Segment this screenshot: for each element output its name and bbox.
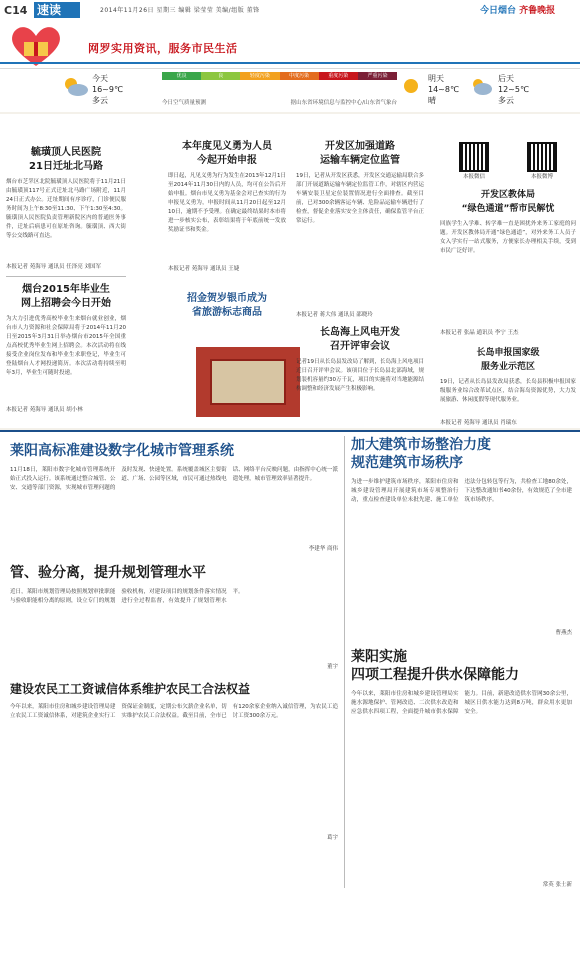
article-byline: 本报记者 蒋大伟 通讯员 邵晓玲 bbox=[296, 312, 373, 318]
headline: 管、验分离，提升规划管理水平 bbox=[10, 565, 206, 581]
divider bbox=[6, 276, 126, 277]
mid-column bbox=[168, 140, 286, 320]
article-byline: 本报记者 苑海导 通讯员 肖瑞东 bbox=[440, 420, 517, 426]
article-body: 今年以来，莱阳市住房和城乡建设管理局建立农民工工资诚信体系，对建筑企业实行工资保证金制度，定期公布欠薪企业名单，切实维护农民工合法权益。截至目前，全市已有120余家企业纳入诚信管理，为农民工追讨工资300余万元。 bbox=[10, 704, 338, 719]
article-body: 回族学生入学难、转学难一直是困扰外来务工家庭的问题。开发区教体局开通“绿色通道”，对外来务工人员子女入学实行一站式服务，方便家长办理相关手续，受到市民广泛好评。 bbox=[440, 221, 576, 254]
weibo-qr-code[interactable] bbox=[527, 142, 557, 172]
article-body: 烟台市芝罘区北院毓璜顶人民医院将于11月21日由毓璜顶117号正式迁址北马路广场附近，11月24日正式办公。迁址期间有序诊疗，门诊便民服务时间为上午8:30至11:30、下午1:30至4:30。毓璜顶人民医院负责管理新院区内的普通医务事件，迁址后病患可在原址咨询。毓璜顶、西大街等公交线路可直达。 bbox=[6, 179, 126, 239]
article-title: 长岛申报国家级 服务业示范区 bbox=[476, 348, 540, 372]
article-body: 11月18日，莱阳市数字化城市管理系统开始正式投入运行。该系统通过整合城管、公安、交通等部门资源，实现城市管理问题的及时发现、快速处置。系统覆盖城区主要街道、广场、公园等区域，市民可通过热线电话、网络平台反映问题，由指挥中心统一派遣处理，城市管理效率显著提升。 bbox=[10, 467, 338, 491]
headline: 加大建筑市场整治力度 规范建筑市场秩序 bbox=[351, 437, 491, 471]
masthead-brand: 今日烟台 齐鲁晚报 bbox=[480, 6, 556, 16]
sun-icon bbox=[398, 75, 424, 97]
silver-coin-photo bbox=[196, 347, 300, 417]
qr-label: 本报微博 bbox=[530, 174, 553, 180]
right-column bbox=[440, 142, 576, 426]
article-body: 近日，莱阳市规划管理局按照规划审批职能与验收职能相分离的原则，设立专门的规划验收机构，对建设项目的规划条件落实情况进行全过程监督，有效提升了规划管理水平。 bbox=[10, 589, 244, 604]
article-byline: 董宇 bbox=[326, 664, 338, 670]
article-byline: 本报记者 张晶 通讯员 李宁 王杰 bbox=[440, 330, 519, 336]
article-body: 为进一步维护建筑市场秩序，莱阳市住房和城乡建设管理局开展建筑市场专项整治行动，重点检查建设单位未批先建、施工单位违法分包转包等行为，共检查工地80余处，下达整改通知书40余份，有效规范了全市建筑市场秩序。 bbox=[351, 479, 572, 503]
header-rule bbox=[0, 62, 580, 64]
right-mid-column bbox=[296, 140, 424, 414]
page-number: C14 bbox=[4, 4, 28, 17]
coin-box bbox=[210, 359, 286, 405]
article-byline: 本报记者 苑海导 通讯员 王婕 bbox=[168, 266, 240, 272]
article-title: 本年度见义勇为人员 今起开始申报 bbox=[182, 141, 272, 166]
headline: 莱阳高标准建设数字化城市管理系统 bbox=[10, 443, 234, 459]
page-header bbox=[0, 0, 580, 68]
article-title: 长岛海上风电开发 召开评审会议 bbox=[320, 327, 400, 352]
weixin-qr-code[interactable] bbox=[459, 142, 489, 172]
lower-right-column bbox=[344, 436, 572, 888]
weather-tomorrow: 明天 14~8℃ 晴 bbox=[428, 74, 459, 105]
article-byline: 曹燕杰 bbox=[555, 630, 572, 636]
article-body: 19日，记者从长岛县发改局获悉，长岛县积极申报国家级服务业综合改革试点区，结合海岛资源优势，大力发展旅游、休闲度假等现代服务业。 bbox=[440, 379, 576, 403]
qr-label: 本报微信 bbox=[462, 174, 485, 180]
article-byline: 本报记者 苑海导 通讯员 任泽亮 刘国军 bbox=[6, 264, 101, 270]
article-body: 今年以来，莱阳市住房和城乡建设管理局实施水源地保护、管网改造、二次供水改造和应急供水四项工程，全面提升城市供水保障能力。目前，新建改造供水管网30余公里，城区日供水能力达到8万吨，群众用水更加安全。 bbox=[351, 691, 572, 715]
weather-today: 今天 16~9℃ 多云 bbox=[92, 74, 123, 105]
left-column bbox=[6, 146, 126, 413]
article-byline: 常英 张士新 bbox=[542, 882, 572, 888]
aq-level: 轻度污染 bbox=[240, 72, 279, 80]
aq-level: 严重污染 bbox=[358, 72, 397, 80]
article-body: 即日起，凡见义勇为行为发生在2013年12月1日至2014年11月30日内的人员，均可在公告后开始申报。烟台市见义勇为基金会对已查实的行为申报见义勇为，申报时间从11月20日起至12月10日，逾期不予受理。在确定最终结果时本市将进一步核实公布，表彰结果将于年底前统一发放奖励证书和奖金。 bbox=[168, 173, 286, 233]
article-title: 开发区教体局 “绿色通道”帮市民解忧 bbox=[461, 190, 555, 214]
air-quality-note: 今日空气质量预测 据山东省环境信息与监控中心/山东省气象台 bbox=[162, 100, 397, 106]
article-byline: 本报记者 苑海导 通讯员 胡小林 bbox=[6, 407, 83, 413]
air-quality-scale bbox=[162, 72, 397, 80]
weather-after-tomorrow: 后天 12~5℃ 多云 bbox=[498, 74, 529, 105]
section-title: 速读 bbox=[34, 2, 80, 18]
aq-level: 良 bbox=[201, 72, 240, 80]
article-byline: 李建华 商伟 bbox=[308, 546, 338, 552]
dateline: 2014年11月26日 星期三 编辑 梁莹莹 美编/组版 董锋 bbox=[100, 7, 260, 14]
aq-level: 优良 bbox=[162, 72, 201, 80]
article-title: 毓璜顶人民医院 21日迁址北马路 bbox=[29, 147, 103, 172]
article-title: 烟台2015年毕业生 网上招聘会今日开始 bbox=[21, 284, 111, 309]
lower-left-column bbox=[10, 440, 338, 841]
article-byline: 葛宇 bbox=[326, 835, 338, 841]
aq-level: 重度污染 bbox=[319, 72, 358, 80]
cloud-icon bbox=[468, 75, 494, 97]
cloud-sun-icon bbox=[60, 75, 90, 97]
headline: 建设农民工工资诚信体系维护农民工合法权益 bbox=[10, 682, 251, 696]
slogan: 网罗实用资讯，服务市民生活 bbox=[88, 42, 238, 55]
article-title: 开发区加强道路 运输车辆定位监管 bbox=[320, 141, 400, 166]
article-body: 记者19日从长岛县发改局了解到，长岛海上风电项目近日召开评审会议。该项目位于长岛县北部海域，规划装机容量约30万千瓦，项目的实施将对当地能源结构调整和经济发展产生积极影响。 bbox=[296, 359, 424, 392]
article-title: 招金贺岁银币成为 省旅游标志商品 bbox=[187, 293, 267, 318]
article-body: 19日，记者从开发区获悉，开发区交通运输局联合多部门开展道路运输车辆定位监管工作，对辖区内营运车辆安装卫星定位装置情况进行全面排查。截至目前，已对300余辆客运车辆、危险品运输车辆进行了检查，督促企业落实安全主体责任，确保监管平台正常运行。 bbox=[296, 173, 424, 224]
headline: 莱阳实施 四项工程提升供水保障能力 bbox=[351, 649, 519, 683]
article-body: 为大力引进优秀高校毕业生来烟台就业创业，烟台市人力资源和社会保障局将于2014年11月20日至2015年3月31日举办烟台市2015年全国重点高校优秀毕业生网上招聘会。本次活动将在线接受企业岗位发布和毕业生求职登记，毕业生可登陆烟台人才网投递简历。本次活动将持续至明年3月，毕业生可随时投递。 bbox=[6, 316, 126, 376]
aq-level: 中度污染 bbox=[280, 72, 319, 80]
